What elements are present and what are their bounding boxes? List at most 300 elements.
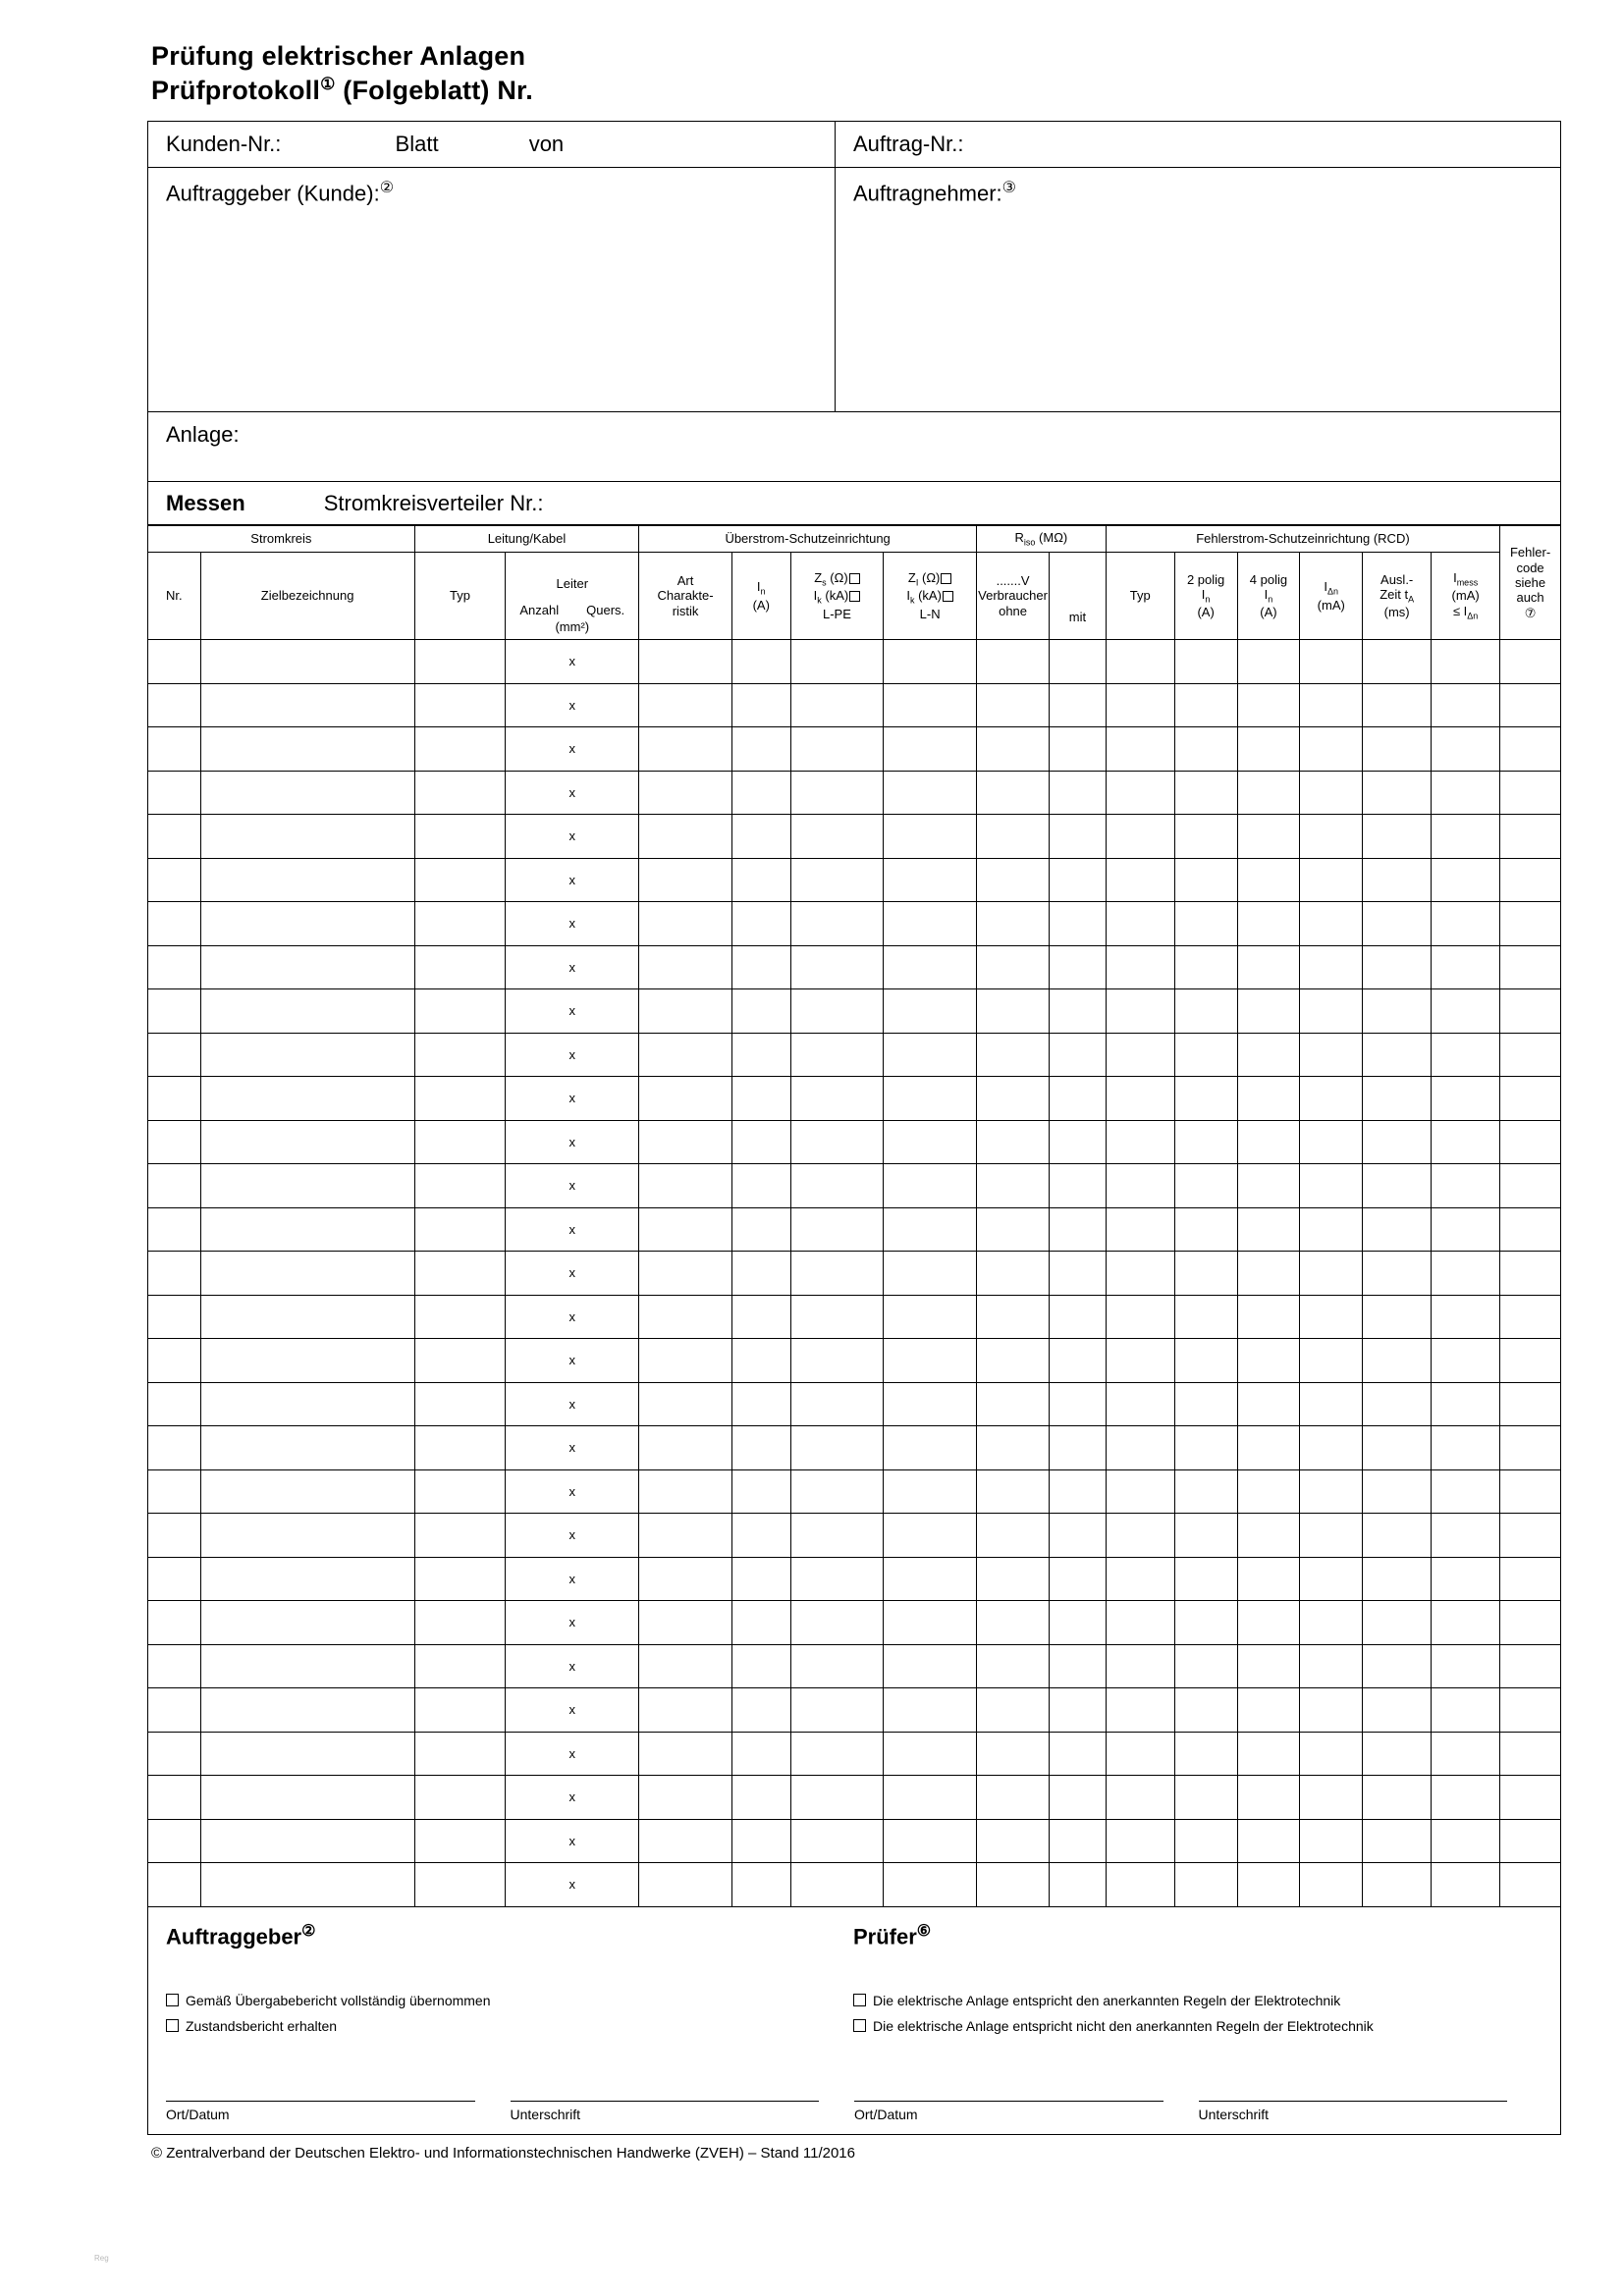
cell-typ[interactable] <box>414 1077 506 1121</box>
cell-nr[interactable] <box>148 1732 201 1776</box>
cell-zi[interactable] <box>884 1601 977 1645</box>
cell-ausl[interactable] <box>1363 815 1432 859</box>
cell-zs[interactable] <box>790 727 884 772</box>
cell-ziel[interactable] <box>200 1644 414 1688</box>
cell-ausl[interactable] <box>1363 1252 1432 1296</box>
cell-zs[interactable] <box>790 1252 884 1296</box>
cell-leiter[interactable]: x <box>506 683 639 727</box>
cell-ausl[interactable] <box>1363 1776 1432 1820</box>
cell-in[interactable] <box>731 683 790 727</box>
cell-art[interactable] <box>639 1077 732 1121</box>
cell-rcd_typ[interactable] <box>1106 1732 1174 1776</box>
cell-imess[interactable] <box>1432 1601 1500 1645</box>
cell-rcd_typ[interactable] <box>1106 1514 1174 1558</box>
cell-idn[interactable] <box>1300 1382 1363 1426</box>
cell-mit[interactable] <box>1050 683 1107 727</box>
cell-2polig[interactable] <box>1174 858 1237 902</box>
cell-zi[interactable] <box>884 1514 977 1558</box>
cell-ohne[interactable] <box>977 1644 1050 1688</box>
cell-nr[interactable] <box>148 1469 201 1514</box>
cell-idn[interactable] <box>1300 1688 1363 1733</box>
cell-nr[interactable] <box>148 1382 201 1426</box>
cell-4polig[interactable] <box>1237 1732 1300 1776</box>
cell-zi[interactable] <box>884 1644 977 1688</box>
cell-mit[interactable] <box>1050 1688 1107 1733</box>
cell-art[interactable] <box>639 1469 732 1514</box>
cell-idn[interactable] <box>1300 1120 1363 1164</box>
cell-ziel[interactable] <box>200 902 414 946</box>
cell-fehlercode[interactable] <box>1500 1295 1561 1339</box>
cell-nr[interactable] <box>148 858 201 902</box>
cell-nr[interactable] <box>148 1207 201 1252</box>
cell-art[interactable] <box>639 1688 732 1733</box>
cell-ziel[interactable] <box>200 1819 414 1863</box>
cell-idn[interactable] <box>1300 1863 1363 1907</box>
cell-2polig[interactable] <box>1174 945 1237 989</box>
cell-idn[interactable] <box>1300 1514 1363 1558</box>
cell-in[interactable] <box>731 989 790 1034</box>
cell-idn[interactable] <box>1300 1732 1363 1776</box>
cell-mit[interactable] <box>1050 1207 1107 1252</box>
cell-art[interactable] <box>639 815 732 859</box>
cell-mit[interactable] <box>1050 1514 1107 1558</box>
cell-nr[interactable] <box>148 1120 201 1164</box>
cell-mit[interactable] <box>1050 1776 1107 1820</box>
cell-ausl[interactable] <box>1363 1514 1432 1558</box>
cell-leiter[interactable]: x <box>506 989 639 1034</box>
cell-zs[interactable] <box>790 1033 884 1077</box>
cell-rcd_typ[interactable] <box>1106 1382 1174 1426</box>
cell-ausl[interactable] <box>1363 902 1432 946</box>
cell-nr[interactable] <box>148 1557 201 1601</box>
cell-2polig[interactable] <box>1174 1426 1237 1470</box>
cell-art[interactable] <box>639 1252 732 1296</box>
cell-zs[interactable] <box>790 1426 884 1470</box>
cell-mit[interactable] <box>1050 640 1107 684</box>
cell-fehlercode[interactable] <box>1500 683 1561 727</box>
cell-ausl[interactable] <box>1363 1732 1432 1776</box>
cell-4polig[interactable] <box>1237 1382 1300 1426</box>
checkbox-entspricht-regeln[interactable] <box>853 1994 866 2006</box>
cell-rcd_typ[interactable] <box>1106 1077 1174 1121</box>
cell-ziel[interactable] <box>200 989 414 1034</box>
signature-field[interactable] <box>511 2101 820 2122</box>
cell-fehlercode[interactable] <box>1500 1688 1561 1733</box>
cell-4polig[interactable] <box>1237 945 1300 989</box>
cell-4polig[interactable] <box>1237 1339 1300 1383</box>
cell-leiter[interactable]: x <box>506 815 639 859</box>
cell-idn[interactable] <box>1300 1252 1363 1296</box>
cell-typ[interactable] <box>414 1776 506 1820</box>
cell-typ[interactable] <box>414 902 506 946</box>
cell-zs[interactable] <box>790 815 884 859</box>
cell-rcd_typ[interactable] <box>1106 815 1174 859</box>
cell-fehlercode[interactable] <box>1500 945 1561 989</box>
cell-rcd_typ[interactable] <box>1106 1120 1174 1164</box>
cell-ohne[interactable] <box>977 858 1050 902</box>
cell-typ[interactable] <box>414 640 506 684</box>
cell-4polig[interactable] <box>1237 1688 1300 1733</box>
cell-leiter[interactable]: x <box>506 1688 639 1733</box>
cell-imess[interactable] <box>1432 989 1500 1034</box>
cell-leiter[interactable]: x <box>506 1295 639 1339</box>
cell-ohne[interactable] <box>977 771 1050 815</box>
cell-imess[interactable] <box>1432 1732 1500 1776</box>
cell-fehlercode[interactable] <box>1500 1382 1561 1426</box>
cell-art[interactable] <box>639 1033 732 1077</box>
cell-mit[interactable] <box>1050 1426 1107 1470</box>
cell-4polig[interactable] <box>1237 1295 1300 1339</box>
cell-in[interactable] <box>731 1863 790 1907</box>
cell-ohne[interactable] <box>977 1207 1050 1252</box>
cell-ziel[interactable] <box>200 815 414 859</box>
cell-fehlercode[interactable] <box>1500 1601 1561 1645</box>
cell-imess[interactable] <box>1432 1207 1500 1252</box>
cell-mit[interactable] <box>1050 1164 1107 1208</box>
cell-rcd_typ[interactable] <box>1106 1557 1174 1601</box>
cell-in[interactable] <box>731 815 790 859</box>
cell-ohne[interactable] <box>977 1382 1050 1426</box>
cell-ausl[interactable] <box>1363 1382 1432 1426</box>
cell-leiter[interactable]: x <box>506 1382 639 1426</box>
cell-ziel[interactable] <box>200 1033 414 1077</box>
cell-zi[interactable] <box>884 1207 977 1252</box>
auftraggeber-cell[interactable] <box>148 168 836 411</box>
cell-nr[interactable] <box>148 771 201 815</box>
cell-nr[interactable] <box>148 1295 201 1339</box>
cell-imess[interactable] <box>1432 1644 1500 1688</box>
cell-leiter[interactable]: x <box>506 1207 639 1252</box>
cell-typ[interactable] <box>414 1033 506 1077</box>
cell-mit[interactable] <box>1050 1819 1107 1863</box>
cell-4polig[interactable] <box>1237 683 1300 727</box>
cell-2polig[interactable] <box>1174 1514 1237 1558</box>
cell-nr[interactable] <box>148 1033 201 1077</box>
cell-ziel[interactable] <box>200 640 414 684</box>
cell-zi[interactable] <box>884 1295 977 1339</box>
cell-ausl[interactable] <box>1363 1033 1432 1077</box>
cell-mit[interactable] <box>1050 858 1107 902</box>
cell-4polig[interactable] <box>1237 1644 1300 1688</box>
cell-in[interactable] <box>731 1819 790 1863</box>
cell-mit[interactable] <box>1050 1033 1107 1077</box>
cell-rcd_typ[interactable] <box>1106 1164 1174 1208</box>
cell-nr[interactable] <box>148 683 201 727</box>
cell-ohne[interactable] <box>977 1863 1050 1907</box>
cell-imess[interactable] <box>1432 1295 1500 1339</box>
signature-field[interactable] <box>1199 2101 1508 2122</box>
cell-zi[interactable] <box>884 727 977 772</box>
cell-mit[interactable] <box>1050 989 1107 1034</box>
cell-leiter[interactable]: x <box>506 1120 639 1164</box>
cell-typ[interactable] <box>414 1819 506 1863</box>
cell-zi[interactable] <box>884 1339 977 1383</box>
cell-zi[interactable] <box>884 1382 977 1426</box>
cell-4polig[interactable] <box>1237 1426 1300 1470</box>
cell-zi[interactable] <box>884 1557 977 1601</box>
cell-zs[interactable] <box>790 1732 884 1776</box>
cell-idn[interactable] <box>1300 1033 1363 1077</box>
cell-nr[interactable] <box>148 1644 201 1688</box>
cell-fehlercode[interactable] <box>1500 1819 1561 1863</box>
cell-ausl[interactable] <box>1363 683 1432 727</box>
kunden-nr-cell[interactable] <box>148 122 836 167</box>
cell-in[interactable] <box>731 1426 790 1470</box>
cell-rcd_typ[interactable] <box>1106 945 1174 989</box>
cell-2polig[interactable] <box>1174 1557 1237 1601</box>
cell-ohne[interactable] <box>977 1688 1050 1733</box>
cell-ziel[interactable] <box>200 1557 414 1601</box>
cell-typ[interactable] <box>414 815 506 859</box>
cell-art[interactable] <box>639 1339 732 1383</box>
cell-zi[interactable] <box>884 1688 977 1733</box>
cell-zs[interactable] <box>790 989 884 1034</box>
cell-fehlercode[interactable] <box>1500 1776 1561 1820</box>
cell-typ[interactable] <box>414 858 506 902</box>
cell-art[interactable] <box>639 1514 732 1558</box>
cell-idn[interactable] <box>1300 945 1363 989</box>
cell-zi[interactable] <box>884 1164 977 1208</box>
cell-fehlercode[interactable] <box>1500 1252 1561 1296</box>
cell-rcd_typ[interactable] <box>1106 1252 1174 1296</box>
cell-zs[interactable] <box>790 858 884 902</box>
cell-imess[interactable] <box>1432 1033 1500 1077</box>
cell-fehlercode[interactable] <box>1500 1426 1561 1470</box>
cell-rcd_typ[interactable] <box>1106 1688 1174 1733</box>
cell-typ[interactable] <box>414 771 506 815</box>
cell-idn[interactable] <box>1300 902 1363 946</box>
cell-in[interactable] <box>731 1164 790 1208</box>
cell-ausl[interactable] <box>1363 1295 1432 1339</box>
cell-idn[interactable] <box>1300 1644 1363 1688</box>
cell-typ[interactable] <box>414 683 506 727</box>
cell-2polig[interactable] <box>1174 1120 1237 1164</box>
cell-zi[interactable] <box>884 945 977 989</box>
cell-mit[interactable] <box>1050 1295 1107 1339</box>
cell-art[interactable] <box>639 1120 732 1164</box>
cell-mit[interactable] <box>1050 1863 1107 1907</box>
cell-nr[interactable] <box>148 1776 201 1820</box>
cell-ohne[interactable] <box>977 727 1050 772</box>
cell-4polig[interactable] <box>1237 1776 1300 1820</box>
cell-in[interactable] <box>731 902 790 946</box>
cell-art[interactable] <box>639 727 732 772</box>
cell-idn[interactable] <box>1300 640 1363 684</box>
cell-ausl[interactable] <box>1363 1819 1432 1863</box>
cell-zi[interactable] <box>884 683 977 727</box>
cell-fehlercode[interactable] <box>1500 1033 1561 1077</box>
cell-fehlercode[interactable] <box>1500 1077 1561 1121</box>
cell-mit[interactable] <box>1050 945 1107 989</box>
cell-art[interactable] <box>639 1207 732 1252</box>
cell-ausl[interactable] <box>1363 945 1432 989</box>
cell-rcd_typ[interactable] <box>1106 1601 1174 1645</box>
cell-imess[interactable] <box>1432 727 1500 772</box>
cell-zs[interactable] <box>790 1339 884 1383</box>
cell-mit[interactable] <box>1050 1339 1107 1383</box>
cell-zi[interactable] <box>884 989 977 1034</box>
cell-mit[interactable] <box>1050 1732 1107 1776</box>
cell-ziel[interactable] <box>200 1207 414 1252</box>
cell-leiter[interactable]: x <box>506 1819 639 1863</box>
cell-ziel[interactable] <box>200 1295 414 1339</box>
cell-ausl[interactable] <box>1363 989 1432 1034</box>
cell-leiter[interactable]: x <box>506 1077 639 1121</box>
signature-field[interactable] <box>166 2101 475 2122</box>
cell-leiter[interactable]: x <box>506 858 639 902</box>
cell-nr[interactable] <box>148 727 201 772</box>
cell-art[interactable] <box>639 1819 732 1863</box>
cell-mit[interactable] <box>1050 1382 1107 1426</box>
cell-fehlercode[interactable] <box>1500 727 1561 772</box>
cell-2polig[interactable] <box>1174 1295 1237 1339</box>
cell-nr[interactable] <box>148 1863 201 1907</box>
cell-leiter[interactable]: x <box>506 1557 639 1601</box>
cell-nr[interactable] <box>148 1077 201 1121</box>
cell-in[interactable] <box>731 1601 790 1645</box>
cell-art[interactable] <box>639 1732 732 1776</box>
cell-ausl[interactable] <box>1363 1601 1432 1645</box>
cell-fehlercode[interactable] <box>1500 1207 1561 1252</box>
cell-leiter[interactable]: x <box>506 727 639 772</box>
cell-ausl[interactable] <box>1363 1077 1432 1121</box>
cell-ohne[interactable] <box>977 1252 1050 1296</box>
cell-typ[interactable] <box>414 1732 506 1776</box>
cell-leiter[interactable]: x <box>506 902 639 946</box>
cell-nr[interactable] <box>148 902 201 946</box>
cell-mit[interactable] <box>1050 771 1107 815</box>
cell-zs[interactable] <box>790 1863 884 1907</box>
cell-in[interactable] <box>731 1077 790 1121</box>
cell-in[interactable] <box>731 1688 790 1733</box>
cell-ohne[interactable] <box>977 1819 1050 1863</box>
cell-4polig[interactable] <box>1237 815 1300 859</box>
cell-imess[interactable] <box>1432 815 1500 859</box>
cell-ausl[interactable] <box>1363 1469 1432 1514</box>
cell-idn[interactable] <box>1300 1776 1363 1820</box>
cell-imess[interactable] <box>1432 1557 1500 1601</box>
cell-nr[interactable] <box>148 1819 201 1863</box>
cell-ausl[interactable] <box>1363 1557 1432 1601</box>
cell-2polig[interactable] <box>1174 1601 1237 1645</box>
cell-in[interactable] <box>731 1514 790 1558</box>
cell-in[interactable] <box>731 945 790 989</box>
cell-ohne[interactable] <box>977 815 1050 859</box>
cell-zs[interactable] <box>790 683 884 727</box>
cell-ziel[interactable] <box>200 1776 414 1820</box>
cell-2polig[interactable] <box>1174 1252 1237 1296</box>
cell-typ[interactable] <box>414 1164 506 1208</box>
cell-typ[interactable] <box>414 727 506 772</box>
cell-fehlercode[interactable] <box>1500 1644 1561 1688</box>
cell-zs[interactable] <box>790 771 884 815</box>
cell-art[interactable] <box>639 945 732 989</box>
cell-typ[interactable] <box>414 1382 506 1426</box>
cell-ziel[interactable] <box>200 1252 414 1296</box>
cell-ziel[interactable] <box>200 683 414 727</box>
cell-zi[interactable] <box>884 815 977 859</box>
cell-nr[interactable] <box>148 1601 201 1645</box>
cell-ausl[interactable] <box>1363 727 1432 772</box>
cell-4polig[interactable] <box>1237 1033 1300 1077</box>
cell-ohne[interactable] <box>977 1077 1050 1121</box>
cell-in[interactable] <box>731 1382 790 1426</box>
cell-art[interactable] <box>639 1644 732 1688</box>
cell-idn[interactable] <box>1300 1557 1363 1601</box>
cell-2polig[interactable] <box>1174 989 1237 1034</box>
cell-imess[interactable] <box>1432 1688 1500 1733</box>
cell-fehlercode[interactable] <box>1500 1120 1561 1164</box>
cell-nr[interactable] <box>148 640 201 684</box>
cell-zi[interactable] <box>884 858 977 902</box>
cell-rcd_typ[interactable] <box>1106 640 1174 684</box>
cell-mit[interactable] <box>1050 727 1107 772</box>
cell-mit[interactable] <box>1050 1644 1107 1688</box>
cell-zi[interactable] <box>884 1120 977 1164</box>
cell-zs[interactable] <box>790 1601 884 1645</box>
cell-ausl[interactable] <box>1363 1863 1432 1907</box>
cell-art[interactable] <box>639 1776 732 1820</box>
cell-2polig[interactable] <box>1174 1819 1237 1863</box>
cell-ohne[interactable] <box>977 945 1050 989</box>
cell-ausl[interactable] <box>1363 1688 1432 1733</box>
cell-nr[interactable] <box>148 1339 201 1383</box>
cell-2polig[interactable] <box>1174 771 1237 815</box>
cell-ohne[interactable] <box>977 1164 1050 1208</box>
cell-art[interactable] <box>639 1601 732 1645</box>
cell-zs[interactable] <box>790 1776 884 1820</box>
cell-idn[interactable] <box>1300 815 1363 859</box>
cell-typ[interactable] <box>414 1688 506 1733</box>
cell-in[interactable] <box>731 1469 790 1514</box>
cell-zi[interactable] <box>884 902 977 946</box>
cell-leiter[interactable]: x <box>506 1426 639 1470</box>
cell-4polig[interactable] <box>1237 902 1300 946</box>
cell-zi[interactable] <box>884 1819 977 1863</box>
cell-rcd_typ[interactable] <box>1106 1469 1174 1514</box>
cell-ziel[interactable] <box>200 1514 414 1558</box>
cell-leiter[interactable]: x <box>506 945 639 989</box>
statement-checkbox-row[interactable] <box>853 1993 1542 2008</box>
cell-leiter[interactable]: x <box>506 1469 639 1514</box>
cell-fehlercode[interactable] <box>1500 1164 1561 1208</box>
cell-typ[interactable] <box>414 1863 506 1907</box>
cell-ausl[interactable] <box>1363 1120 1432 1164</box>
cell-2polig[interactable] <box>1174 1033 1237 1077</box>
cell-ziel[interactable] <box>200 727 414 772</box>
cell-ziel[interactable] <box>200 1732 414 1776</box>
cell-nr[interactable] <box>148 1426 201 1470</box>
cell-fehlercode[interactable] <box>1500 815 1561 859</box>
cell-idn[interactable] <box>1300 1077 1363 1121</box>
cell-nr[interactable] <box>148 1164 201 1208</box>
cell-ziel[interactable] <box>200 1426 414 1470</box>
cell-2polig[interactable] <box>1174 1469 1237 1514</box>
cell-leiter[interactable]: x <box>506 640 639 684</box>
cell-rcd_typ[interactable] <box>1106 1776 1174 1820</box>
cell-rcd_typ[interactable] <box>1106 858 1174 902</box>
cell-2polig[interactable] <box>1174 1644 1237 1688</box>
cell-ausl[interactable] <box>1363 858 1432 902</box>
cell-zi[interactable] <box>884 1863 977 1907</box>
cell-zs[interactable] <box>790 945 884 989</box>
cell-ohne[interactable] <box>977 1732 1050 1776</box>
cell-in[interactable] <box>731 1776 790 1820</box>
signature-field[interactable] <box>854 2101 1163 2122</box>
cell-ausl[interactable] <box>1363 771 1432 815</box>
cell-fehlercode[interactable] <box>1500 771 1561 815</box>
cell-idn[interactable] <box>1300 683 1363 727</box>
